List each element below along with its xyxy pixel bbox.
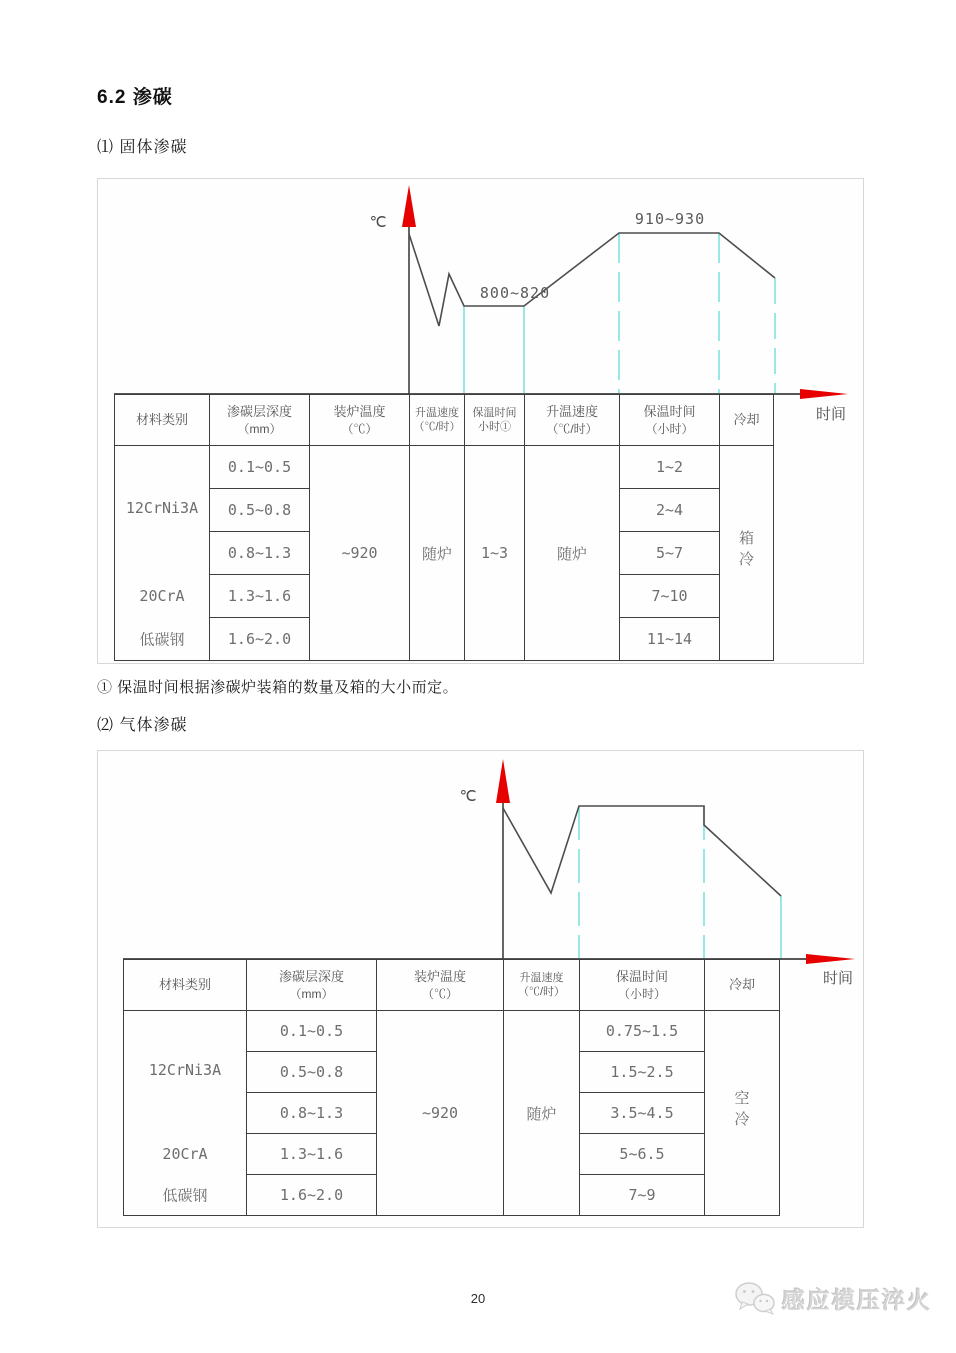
y-axis-label: ℃: [369, 214, 387, 231]
x-axis-label: 时间: [822, 970, 854, 987]
header-ramp2: 升温速度 （℃/时）: [525, 395, 620, 446]
watermark-text: 感应模压淬火: [782, 1286, 932, 1313]
wechat-icon: [733, 1281, 777, 1315]
table-row: [115, 446, 774, 489]
header-ramp1: 升温速度 （℃/时）: [410, 395, 465, 446]
gas-carburizing-table: [123, 959, 780, 1216]
y-axis-label: ℃: [459, 788, 477, 805]
depth-cell: 0.5~0.8: [247, 1052, 377, 1093]
hold1-cell: 1~3: [465, 446, 525, 661]
furnace-temp-cell: ~920: [310, 446, 410, 661]
header-furnace-temp: 装炉温度 （℃）: [310, 395, 410, 446]
subsection-gas-carburizing: ⑵ 气体渗碳: [97, 717, 188, 734]
furnace-temp-cell: ~920: [377, 1011, 504, 1216]
footnote: ① 保温时间根据渗碳炉装箱的数量及箱的大小而定。: [97, 679, 459, 696]
hold-hours-cell: 1.5~2.5: [580, 1052, 705, 1093]
header-depth: 渗碳层深度 （mm）: [247, 960, 377, 1011]
high-plateau-label: 910~930: [634, 210, 706, 228]
depth-cell: 1.3~1.6: [247, 1134, 377, 1175]
hold-hours-cell: 3.5~4.5: [580, 1093, 705, 1134]
depth-cell: 1.3~1.6: [210, 575, 310, 618]
hold-hours-cell: 11~14: [620, 618, 720, 661]
watermark: [733, 1281, 932, 1315]
header-cooling: 冷却: [720, 395, 774, 446]
table-header-row: [115, 395, 774, 446]
solid-carburizing-figure: [97, 178, 864, 664]
depth-cell: 0.8~1.3: [210, 532, 310, 575]
ramp-cell: 随炉: [504, 1011, 580, 1216]
section-title: 6.2 渗碳: [97, 87, 173, 108]
header-ramp: 升温速度 （℃/时）: [504, 960, 580, 1011]
header-hold1: 保温时间 小时①: [465, 395, 525, 446]
temperature-curve: [409, 233, 775, 326]
hold-hours-cell: 2~4: [620, 489, 720, 532]
depth-cell: 1.6~2.0: [210, 618, 310, 661]
header-material: 材料类别: [115, 395, 210, 446]
depth-cell: 0.5~0.8: [210, 489, 310, 532]
page-number: 20: [470, 1291, 486, 1306]
y-axis-arrow-icon: [402, 185, 416, 227]
x-axis-arrow-icon: [800, 389, 848, 399]
cooling-cell: 箱冷: [720, 446, 774, 661]
low-plateau-label: 800~820: [479, 284, 551, 302]
depth-cell: 0.1~0.5: [210, 446, 310, 489]
hold-hours-cell: 5~6.5: [580, 1134, 705, 1175]
table-row: [124, 1011, 780, 1052]
hold-hours-cell: 5~7: [620, 532, 720, 575]
hold-hours-cell: 0.75~1.5: [580, 1011, 705, 1052]
table-header-row: [124, 960, 780, 1011]
hold-hours-cell: 7~9: [580, 1175, 705, 1216]
depth-cell: 1.6~2.0: [247, 1175, 377, 1216]
x-axis-arrow-icon: [806, 954, 855, 964]
material-cell: 12CrNi3A 20CrA 低碳钢: [124, 1011, 247, 1216]
hold-hours-cell: 7~10: [620, 575, 720, 618]
depth-cell: 0.1~0.5: [247, 1011, 377, 1052]
ramp1-cell: 随炉: [410, 446, 465, 661]
solid-carburizing-curve: [98, 179, 863, 429]
header-cooling: 冷却: [705, 960, 780, 1011]
header-material: 材料类别: [124, 960, 247, 1011]
temperature-curve: [503, 806, 781, 896]
hold-hours-cell: 1~2: [620, 446, 720, 489]
header-hold: 保温时间 （小时）: [580, 960, 705, 1011]
header-depth: 渗碳层深度 （mm）: [210, 395, 310, 446]
solid-carburizing-table: [114, 394, 774, 661]
subsection-solid-carburizing: ⑴ 固体渗碳: [97, 139, 188, 156]
x-axis-label: 时间: [815, 406, 847, 423]
header-furnace-temp: 装炉温度 （℃）: [377, 960, 504, 1011]
material-cell: 12CrNi3A 20CrA 低碳钢: [115, 446, 210, 661]
y-axis-arrow-icon: [496, 759, 510, 803]
header-hold2: 保温时间 （小时）: [620, 395, 720, 446]
depth-cell: 0.8~1.3: [247, 1093, 377, 1134]
ramp2-cell: 随炉: [525, 446, 620, 661]
gas-carburizing-figure: [97, 750, 864, 1228]
cooling-cell: 空冷: [705, 1011, 780, 1216]
